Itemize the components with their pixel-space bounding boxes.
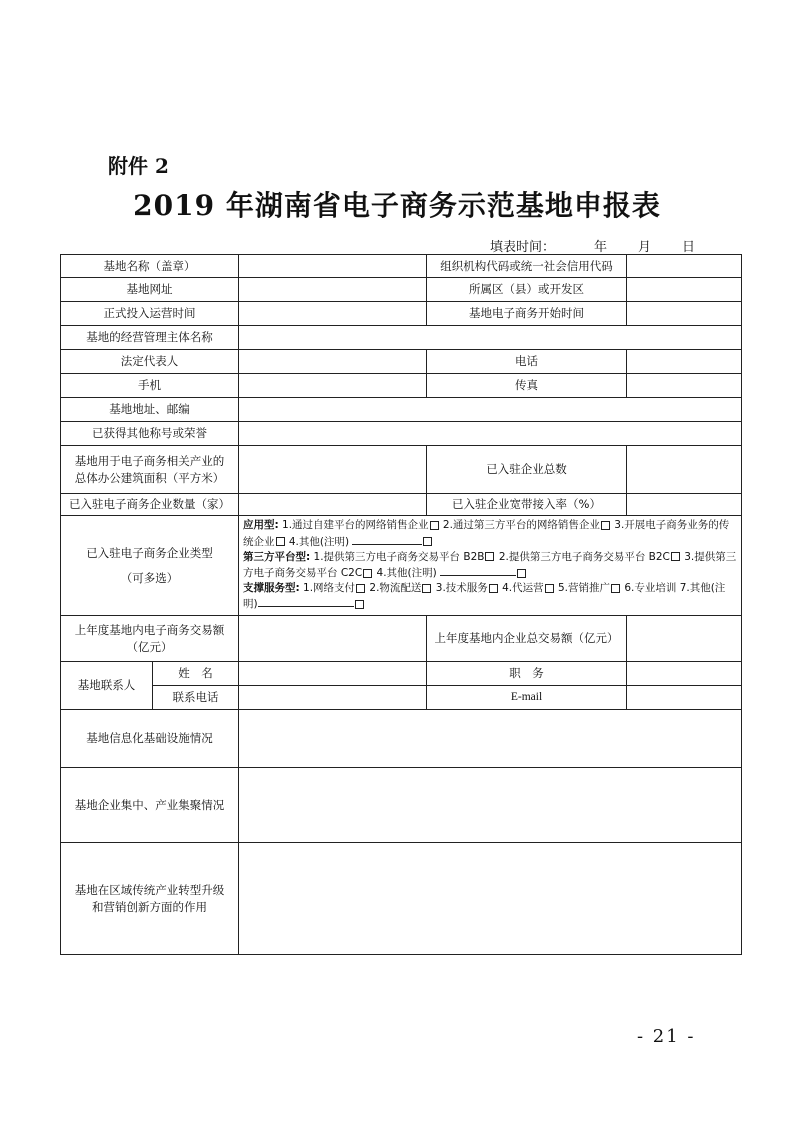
mobile-label: 手机 [61, 374, 239, 398]
option-label: 7.其他(注明) [243, 582, 726, 611]
month-label: 月 [638, 240, 652, 255]
cluster-label: 基地企业集中、产业集聚情况 [61, 768, 239, 843]
table-row [61, 398, 742, 422]
address-field[interactable] [239, 398, 742, 422]
checkbox[interactable] [430, 521, 439, 530]
application-type-label: 应用型: [243, 519, 279, 532]
position-field[interactable] [627, 662, 742, 686]
org-code-field[interactable] [627, 255, 742, 278]
ecommerce-start-label: 基地电子商务开始时间 [427, 302, 627, 326]
application-type-group [243, 518, 737, 549]
office-area-field[interactable] [239, 446, 427, 494]
option-label: 4.代运营 [498, 582, 544, 595]
broadband-rate-field[interactable] [627, 494, 742, 516]
option-label: 6.专业培训 [621, 582, 677, 595]
checkbox[interactable] [485, 552, 494, 561]
contact-phone-label: 联系电话 [153, 686, 239, 710]
third-party-type-group [243, 550, 737, 581]
contact-phone-field[interactable] [239, 686, 427, 710]
option-label: 4.其他(注明) [285, 535, 353, 548]
checkbox[interactable] [671, 552, 680, 561]
position-label: 职 务 [427, 662, 627, 686]
operation-start-label: 正式投入运营时间 [61, 302, 239, 326]
ecommerce-count-field[interactable] [239, 494, 427, 516]
total-enterprises-field[interactable] [627, 446, 742, 494]
office-area-label-line2: 总体办公建筑面积（平方米） [74, 470, 225, 485]
last-year-total-field[interactable] [627, 616, 742, 662]
option-label: 1.网络支付 [299, 582, 356, 595]
checkbox[interactable] [489, 584, 498, 593]
email-field[interactable] [627, 686, 742, 710]
contact-name-field[interactable] [239, 662, 427, 686]
table-row [61, 516, 742, 616]
table-row [61, 662, 742, 686]
last-year-volume-label-line1: 上年度基地内电子商务交易额 [74, 622, 225, 637]
infrastructure-label: 基地信息化基础设施情况 [61, 710, 239, 768]
table-row [61, 350, 742, 374]
honors-label: 已获得其他称号或荣誉 [61, 422, 239, 446]
option-label: 1.提供第三方电子商务交易平台 B2B [310, 550, 485, 563]
table-row [61, 768, 742, 843]
other-specify-field[interactable] [352, 534, 422, 545]
honors-field[interactable] [239, 422, 742, 446]
org-code-label: 组织机构代码或统一社会信用代码 [427, 255, 627, 278]
fill-date [490, 236, 695, 255]
management-entity-field[interactable] [239, 326, 742, 350]
option-label: 2.物流配送 [366, 582, 422, 595]
page-number: - 21 - [637, 1026, 696, 1047]
checkbox[interactable] [545, 584, 554, 593]
base-name-label: 基地名称（盖章） [61, 255, 239, 278]
last-year-volume-label-line2: （亿元） [126, 639, 173, 654]
option-label: 3.技术服务 [432, 582, 488, 595]
checkbox[interactable] [517, 569, 526, 578]
checkbox[interactable] [423, 537, 432, 546]
office-area-label [61, 446, 239, 494]
ecommerce-start-field[interactable] [627, 302, 742, 326]
table-row [61, 422, 742, 446]
enterprise-type-label [61, 516, 239, 616]
role-field[interactable] [239, 843, 742, 955]
checkbox[interactable] [422, 584, 431, 593]
checkbox[interactable] [601, 521, 610, 530]
last-year-volume-label [61, 616, 239, 662]
mobile-field[interactable] [239, 374, 427, 398]
office-area-label-line1: 基地用于电子商务相关产业的 [74, 453, 225, 468]
last-year-total-label: 上年度基地内企业总交易额（亿元） [427, 616, 627, 662]
application-form-table [60, 254, 742, 955]
ecommerce-count-label: 已入驻电子商务企业数量（家） [61, 494, 239, 516]
phone-field[interactable] [627, 350, 742, 374]
phone-label: 电话 [427, 350, 627, 374]
contact-name-label: 姓 名 [153, 662, 239, 686]
checkbox[interactable] [355, 600, 364, 609]
attachment-label: 附件 2 [108, 154, 169, 178]
table-row [61, 710, 742, 768]
page-title: 2019 年湖南省电子商务示范基地申报表 [133, 189, 661, 222]
option-label: 1.通过自建平台的网络销售企业 [278, 519, 429, 532]
table-row [61, 278, 742, 302]
option-label: 3.开展电子商务业务的传统企业 [243, 519, 730, 548]
district-label: 所属区（县）或开发区 [427, 278, 627, 302]
option-label: 3.提供第三方电子商务交易平台 C2C [243, 550, 737, 579]
checkbox[interactable] [356, 584, 365, 593]
table-row [61, 255, 742, 278]
table-row [61, 374, 742, 398]
fill-date-label: 填表时间： [490, 240, 556, 255]
checkbox[interactable] [363, 569, 372, 578]
infrastructure-field[interactable] [239, 710, 742, 768]
other-specify-field[interactable] [258, 596, 354, 607]
total-enterprises-label: 已入驻企业总数 [427, 446, 627, 494]
enterprise-type-label-line2: （可多选） [120, 570, 179, 585]
last-year-volume-field[interactable] [239, 616, 427, 662]
website-label: 基地网址 [61, 278, 239, 302]
fax-field[interactable] [627, 374, 742, 398]
enterprise-type-options [239, 516, 742, 616]
legal-rep-field[interactable] [239, 350, 427, 374]
table-row [61, 686, 742, 710]
table-row [61, 302, 742, 326]
support-service-type-group [243, 581, 737, 612]
management-entity-label: 基地的经营管理主体名称 [61, 326, 239, 350]
table-row [61, 494, 742, 516]
table-row [61, 843, 742, 955]
enterprise-type-label-line1: 已入驻电子商务企业类型 [86, 545, 213, 560]
option-label: 4.其他(注明) [373, 567, 441, 579]
option-label: 2.通过第三方平台的网络销售企业 [439, 519, 600, 532]
third-party-type-label: 第三方平台型: [243, 550, 311, 563]
option-label: 2.提供第三方电子商务交易平台 B2C [495, 550, 670, 563]
checkbox[interactable] [611, 584, 620, 593]
table-row [61, 326, 742, 350]
broadband-rate-label: 已入驻企业宽带接入率（%） [427, 494, 627, 516]
support-service-type-label: 支撑服务型: [243, 582, 300, 595]
table-row [61, 446, 742, 494]
role-label-line2: 和营销创新方面的作用 [92, 899, 207, 914]
base-name-field[interactable] [239, 255, 427, 278]
contact-label: 基地联系人 [61, 662, 153, 710]
other-specify-field[interactable] [440, 565, 516, 576]
option-label: 5.营销推广 [554, 582, 610, 595]
legal-rep-label: 法定代表人 [61, 350, 239, 374]
cluster-field[interactable] [239, 768, 742, 843]
fax-label: 传真 [427, 374, 627, 398]
address-label: 基地地址、邮编 [61, 398, 239, 422]
role-label [61, 843, 239, 955]
website-field[interactable] [239, 278, 427, 302]
table-row [61, 616, 742, 662]
year-label: 年 [594, 240, 608, 255]
day-label: 日 [682, 240, 696, 255]
district-field[interactable] [627, 278, 742, 302]
email-label: E-mail [427, 686, 627, 710]
role-label-line1: 基地在区域传统产业转型升级 [74, 882, 225, 897]
checkbox[interactable] [276, 537, 285, 546]
operation-start-field[interactable] [239, 302, 427, 326]
